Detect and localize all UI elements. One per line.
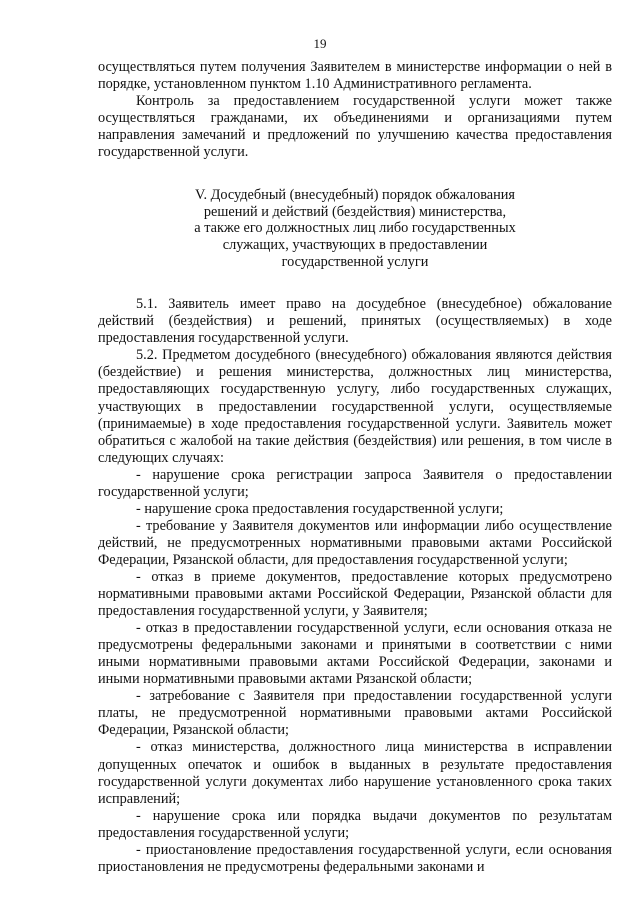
- case-item: - затребование с Заявителя при предоставлении государственной услуги платы, не предусмотренной нормативными правовыми актами Российской Федерации, Рязанской области;: [98, 688, 612, 739]
- intro-paragraph: Контроль за предоставлением государственной услуги может также осуществляться гражданами, их объединениями и организациями путем направления замечаний и предложений по улучшению качества предоставления государственной услуги.: [98, 93, 612, 161]
- heading-line: государственной услуги: [281, 253, 429, 270]
- heading-line: V. Досудебный (внесудебный) порядок обжалования: [194, 187, 516, 204]
- document-body: [98, 59, 612, 876]
- intro-paragraph: осуществляться путем получения Заявителем в министерстве информации о ней в порядке, установленном пунктом 1.10 Административного регламента.: [98, 59, 612, 93]
- heading-line: а также его должностных лиц либо государственных: [194, 220, 516, 237]
- clause-5-2: 5.2. Предметом досудебного (внесудебного) обжалования являются действия (бездействие) и решения министерства, должностных лиц министерства, предоставляющих государственную услугу, либо государственных служащих, участвующих в предоставлении государственной услуги, осуществляемые (принимаемые) в ходе предоставления государственной услуги. Заявитель может обратиться с жалобой на такие действия (бездействия) или решения, в том числе в следующих случаях:: [98, 347, 612, 466]
- case-item: - нарушение срока предоставления государственной услуги;: [136, 500, 504, 517]
- clause-5-1: 5.1. Заявитель имеет право на досудебное (внесудебное) обжалование действий (бездействия) и решений, принятых (осуществляемых) в ходе предоставления государственной услуги.: [98, 296, 612, 347]
- case-item: - нарушение срока регистрации запроса Заявителя о предоставлении государственной услуги;: [98, 466, 612, 500]
- case-item: - нарушение срока или порядка выдачи документов по результатам предоставления государственной услуги;: [98, 807, 612, 841]
- heading-line: служащих, участвующих в предоставлении: [222, 237, 488, 254]
- case-item: - отказ в предоставлении государственной услуги, если основания отказа не предусмотрены федеральными законами и принятыми в соответствии с ними иными нормативными правовыми актами Российской Федерации, законами и иными нормативными правовыми актами Рязанской области;: [98, 620, 612, 688]
- case-item: - отказ в приеме документов, предоставление которых предусмотрено нормативными правовыми актами Российской Федерации, Рязанской области для предоставления государственной услуги, у Заявителя;: [98, 569, 612, 620]
- section-heading: [98, 187, 612, 270]
- case-item: - отказ министерства, должностного лица министерства в исправлении допущенных опечаток и ошибок в выданных в результате предоставления государственной услуги документах либо нарушение установленного срока таких исправлений;: [98, 739, 612, 807]
- case-item: - требование у Заявителя документов или информации либо осуществление действий, не предусмотренных нормативными правовыми актами Российской Федерации, Рязанской области, для предоставления государственной услуги;: [98, 517, 612, 568]
- page-number: 19: [313, 36, 327, 51]
- case-item: - приостановление предоставления государственной услуги, если основания приостановления не предусмотрены федеральными законами и: [98, 841, 612, 875]
- heading-line: решений и действий (бездействия) министерства,: [203, 203, 507, 220]
